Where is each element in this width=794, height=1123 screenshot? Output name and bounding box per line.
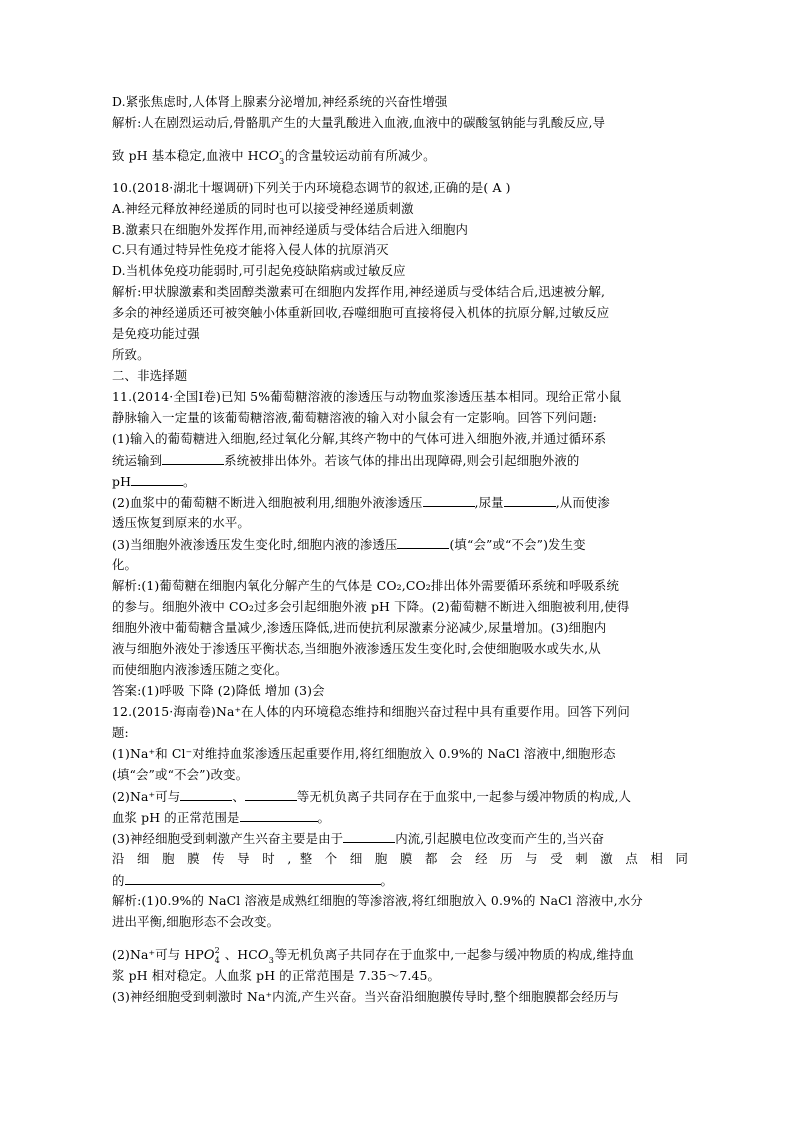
question-11-part1-line1: (1)输入的葡萄糖进入细胞,经过氧化分解,其终产物中的气体可进入细胞外液,并通过循环系 [112, 431, 607, 446]
answer-blank[interactable] [240, 807, 318, 822]
analysis-q11-line4: 液与细胞外液处于渗透压平衡状态,当细胞外液渗透压发生变化时,会使细胞吸水或失水,从 [112, 641, 601, 656]
answer-blank[interactable] [162, 450, 224, 465]
analysis-q9-line2: 致 pH 基本稳定,血液中 HCO - 3 的含量较运动前有所减少。 [112, 147, 436, 166]
answer-blank[interactable] [343, 828, 395, 843]
analysis-q12-line5: (3)神经细胞受到刺激时 Na⁺内流,产生兴奋。当兴奋沿细胞膜传导时,整个细胞膜都会经历与 [112, 989, 619, 1004]
question-10-option-d: D.当机体免疫功能弱时,可引起免疫缺陷病或过敏反应 [112, 263, 406, 278]
question-10-option-c: C.只有通过特异性免疫才能将入侵人体的抗原消灭 [112, 242, 389, 257]
question-11-part1-line3: pH 。 [112, 471, 688, 492]
question-12-part1-line1: (1)Na⁺和 Cl⁻对维持血浆渗透压起重要作用,将红细胞放入 0.9%的 NaCl 溶液中,细胞形态 [112, 746, 616, 761]
analysis-q10-line1: 解析:甲状腺激素和类固醇类激素可在细胞内发挥作用,神经递质与受体结合后,迅速被分解, [112, 284, 606, 299]
answer-blank[interactable] [397, 534, 449, 549]
analysis-q11-line2: 的参与。细胞外液中 CO₂过多会引起细胞外液 pH 下降。(2)葡萄糖不断进入细胞被利用,使得 [112, 599, 630, 614]
question-12-part2-line2: 血浆 pH 的正常范围是 。 [112, 807, 688, 828]
analysis-q12-line2: 进出平衡,细胞形态不会改变。 [112, 914, 280, 929]
question-12-part3-line3: 的 。 [112, 870, 688, 891]
question-11-part3-line2: 化。 [112, 557, 138, 572]
answer-blank[interactable] [125, 870, 381, 885]
question-11-part3-line1: (3)当细胞外液渗透压发生变化时,细胞内液的渗透压 (填“会”或“不会”)发生变 [112, 534, 688, 555]
analysis-q10-line2: 多余的神经递质还可被突触小体重新回收,吞噬细胞可直接将侵入机体的抗原分解,过敏反应 [112, 305, 610, 320]
answer-blank[interactable] [180, 786, 232, 801]
analysis-q12-line4: 浆 pH 相对稳定。人血浆 pH 的正常范围是 7.35～7.45。 [112, 968, 441, 983]
answer-blank[interactable] [504, 492, 556, 507]
question-10-option-a: A.神经元释放神经递质的同时也可以接受神经递质刺激 [112, 201, 414, 216]
question-12-part1-line2: (填“会”或“不会”)改变。 [112, 767, 249, 782]
analysis-q9-line1: 解析:人在剧烈运动后,骨骼肌产生的大量乳酸进入血液,血液中的碳酸氢钠能与乳酸反应,导 [112, 115, 606, 130]
analysis-q12-line1: 解析:(1)0.9%的 NaCl 溶液是成熟红细胞的等渗溶液,将红细胞放入 0.9%的 NaCl 溶液中,水分 [112, 893, 643, 908]
question-12-part3-line1: (3)神经细胞受到刺激产生兴奋主要是由于 内流,引起膜电位改变而产生的,当兴奋 [112, 828, 688, 849]
question-11-part2-line2: 透压恢复到原来的水平。 [112, 515, 250, 530]
analysis-q11-line1: 解析:(1)葡萄糖在细胞内氧化分解产生的气体是 CO₂,CO₂排出体外需要循环系统和呼吸系统 [112, 578, 619, 593]
question-11-part1-line2: 统运输到 系统被排出体外。若该气体的排出出现障碍,则会引起细胞外液的 [112, 450, 688, 471]
answer-blank[interactable] [245, 786, 297, 801]
question-10-stem: 10.(2018·湖北十堰调研)下列关于内环境稳态调节的叙述,正确的是( A ) [112, 180, 511, 195]
question-11-stem-line2: 静脉输入一定量的该葡萄糖溶液,葡萄糖溶液的输入对小鼠会有一定影响。回答下列问题: [112, 410, 597, 425]
analysis-q11-line3: 细胞外液中葡萄糖含量减少,渗透压降低,进而使抗利尿激素分泌减少,尿量增加。(3)细胞内 [112, 620, 607, 635]
question-12-part3-line2: 沿 细 胞 膜 传 导 时 , 整 个 细 胞 膜 都 会 经 历 与 受 刺 激 点 相 同 [112, 851, 688, 866]
question-11-stem-line1: 11.(2014·全国Ⅰ卷)已知 5%葡萄糖溶液的渗透压与动物血浆渗透压基本相同。现给正常小鼠 [112, 389, 622, 404]
option-d-q9: D.紧张焦虑时,人体肾上腺素分泌增加,神经系统的兴奋性增强 [112, 94, 448, 109]
section-heading: 二、非选择题 [112, 368, 188, 383]
analysis-q10-line4: 所致。 [112, 347, 150, 362]
analysis-q10-line3: 是免疫功能过强 [112, 326, 200, 341]
analysis-q11-line5: 而使细胞内液渗透压随之变化。 [112, 662, 288, 677]
answer-q11: 答案:(1)呼吸 下降 (2)降低 增加 (3)会 [112, 683, 325, 698]
question-10-option-b: B.激素只在细胞外发挥作用,而神经递质与受体结合后进入细胞内 [112, 222, 469, 237]
question-12-stem-line1: 12.(2015·海南卷)Na⁺在人体的内环境稳态维持和细胞兴奋过程中具有重要作用。回答下列问 [112, 704, 630, 719]
question-11-part2-line1: (2)血浆中的葡萄糖不断进入细胞被利用,细胞外液渗透压 ,尿量 ,从而使渗 [112, 492, 688, 513]
question-12-part2-line1: (2)Na⁺可与 、 等无机负离子共同存在于血浆中,一起参与缓冲物质的构成,人 [112, 786, 688, 807]
answer-blank[interactable] [423, 492, 475, 507]
question-12-stem-line2: 题: [112, 725, 129, 740]
analysis-q12-line3: (2)Na⁺可与 HPO 2 4 、HCO 3 等无机负离子共同存在于血浆中,一起参与缓冲物质的构成,维持血 [112, 946, 635, 965]
answer-blank[interactable] [131, 471, 183, 486]
